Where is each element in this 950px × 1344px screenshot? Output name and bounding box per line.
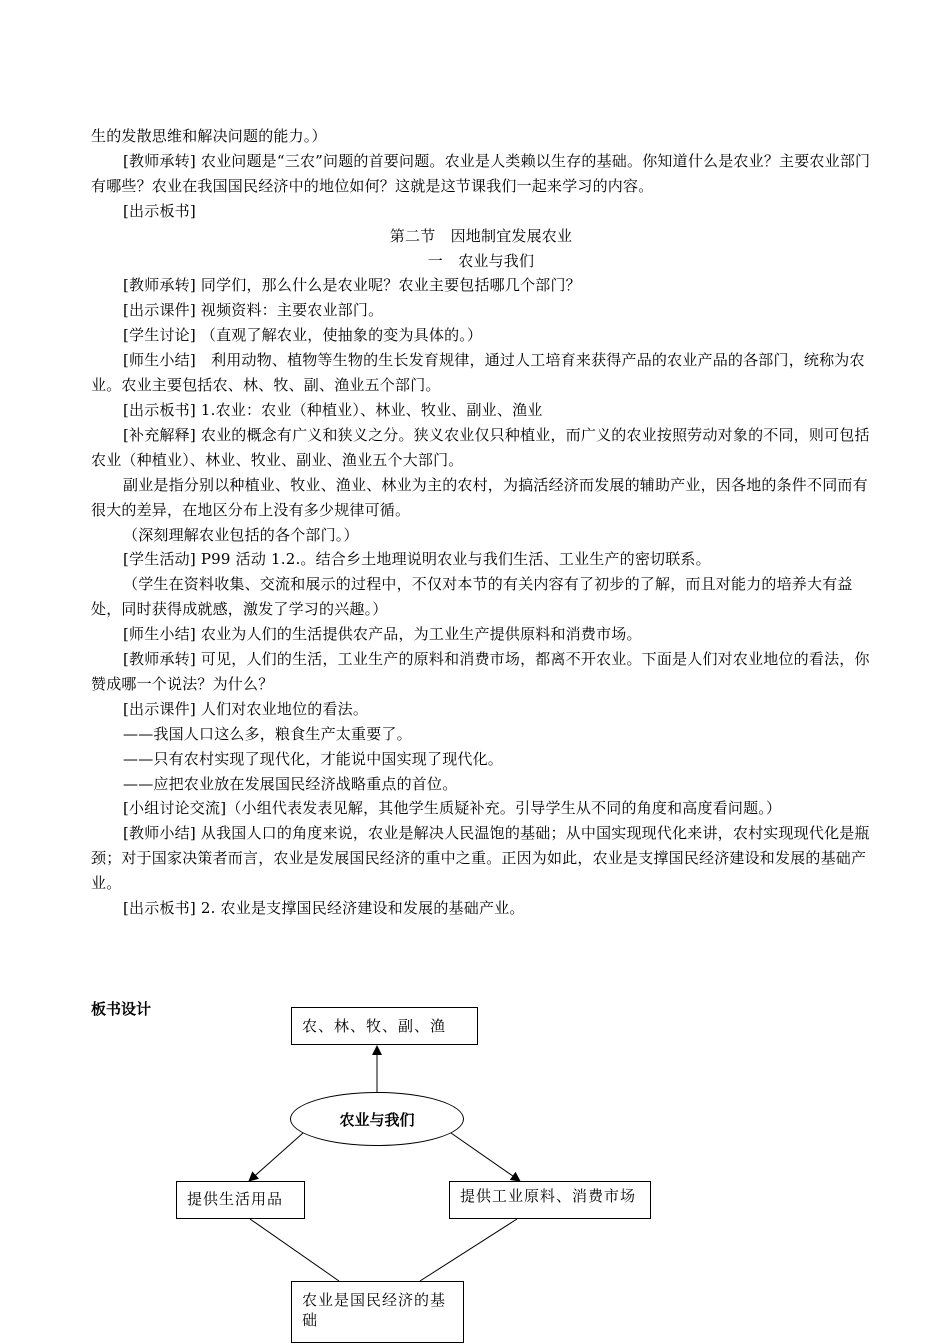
- lesson-paragraph: [出示课件] 人们对农业地位的看法。: [123, 699, 369, 718]
- lesson-paragraph: [师生小结] 农业为人们的生活提供农产品，为工业生产提供原料和消费市场。: [123, 625, 642, 644]
- board-design-label: 板书设计: [91, 1000, 152, 1018]
- section-heading: 一 农业与我们: [427, 251, 535, 270]
- lesson-paragraph: [出示板书] 2. 农业是支撑国民经济建设和发展的基础产业。: [123, 899, 525, 918]
- lesson-paragraph: [出示板书]: [123, 201, 196, 220]
- line-left-to-bottom: [250, 1219, 339, 1281]
- lesson-paragraph: ——我国人口这么多，粮食生产太重要了。: [123, 724, 412, 743]
- center-ellipse-label: 农业与我们: [339, 1110, 415, 1129]
- line-right-to-bottom: [420, 1219, 517, 1281]
- center-ellipse: [290, 1092, 464, 1146]
- lesson-paragraph: ——应把农业放在发展国民经济战略重点的首位。: [123, 774, 458, 793]
- arrow-to-left-box: [249, 1133, 303, 1181]
- lesson-paragraph: [师生小结] 利用动物、植物等生物的生长发育规律，通过人工培育来获得产品的农业产品的各部门，统称为农业。农业主要包括农、林、牧、副、渔业五个部门。: [91, 351, 865, 395]
- lesson-paragraph: [出示板书] 1.农业：农业（种植业）、林业、牧业、副业、渔业: [123, 400, 543, 419]
- lesson-paragraph: （深刻理解农业包括的各个部门。）: [123, 525, 359, 544]
- lesson-paragraph: [教师小结] 从我国人口的角度来说，农业是解决人民温饱的基础；从中国实现现代化来讲，农村实现现代化是瓶颈；对于国家决策者而言，农业是发展国民经济的重中之重。正因为如此，农业是支撑国民经济建设和发展的基础产业。: [91, 824, 870, 893]
- top-box-sectors: 农、林、牧、副、渔: [291, 1007, 478, 1045]
- lesson-paragraph: [教师承转] 农业问题是“三农”问题的首要问题。农业是人类赖以生存的基础。你知道什么是农业？主要农业部门有哪些？农业在我国国民经济中的地位如何？这就是这节课我们一起来学习的内容。: [91, 151, 871, 195]
- lesson-paragraph: [小组讨论交流]（小组代表发表见解，其他学生质疑补充。引导学生从不同的角度和高度看问题。）: [123, 799, 782, 818]
- lesson-paragraph: [教师承转] 可见，人们的生活，工业生产的原料和消费市场，都离不开农业。下面是人们对农业地位的看法，你赞成哪一个说法？为什么？: [91, 650, 870, 693]
- lesson-paragraph: [学生讨论] （直观了解农业，使抽象的变为具体的。）: [123, 326, 483, 345]
- left-box-living-goods: 提供生活用品: [176, 1181, 305, 1219]
- lesson-paragraph: （学生在资料收集、交流和展示的过程中，不仅对本节的有关内容有了初步的了解，而且对能力的培养大有益处，同时获得成就感，激发了学习的兴趣。）: [91, 575, 853, 619]
- lesson-paragraph: [学生活动] P99 活动 1.2.。结合乡土地理说明农业与我们生活、工业生产的密切联系。: [123, 550, 711, 569]
- right-box-industry: 提供工业原料、消费市场: [449, 1181, 651, 1219]
- lesson-paragraph: [出示课件] 视频资料：主要农业部门。: [123, 301, 384, 320]
- lesson-paragraph: [教师承转] 同学们，那么什么是农业呢？农业主要包括哪几个部门？: [123, 276, 581, 295]
- lesson-paragraph: [补充解释] 农业的概念有广义和狭义之分。狭义农业仅只种植业，而广义的农业按照劳动对象的不同，则可包括农业（种植业）、林业、牧业、副业、渔业五个大部门。: [91, 425, 870, 469]
- lesson-paragraph: ——只有农村实现了现代化，才能说中国实现了现代化。: [123, 749, 504, 768]
- arrow-to-right-box: [451, 1133, 520, 1181]
- section-heading: 第二节 因地制宜发展农业: [389, 226, 573, 245]
- bottom-box-economy-base: 农业是国民经济的基 础: [291, 1281, 464, 1343]
- lesson-paragraph: 副业是指分别以种植业、牧业、渔业、林业为主的农村，为搞活经济而发展的辅助产业，因各地的条件不同而有很大的差异，在地区分布上没有多少规律可循。: [91, 475, 868, 519]
- lesson-paragraph: 生的发散思维和解决问题的能力。）: [91, 127, 327, 145]
